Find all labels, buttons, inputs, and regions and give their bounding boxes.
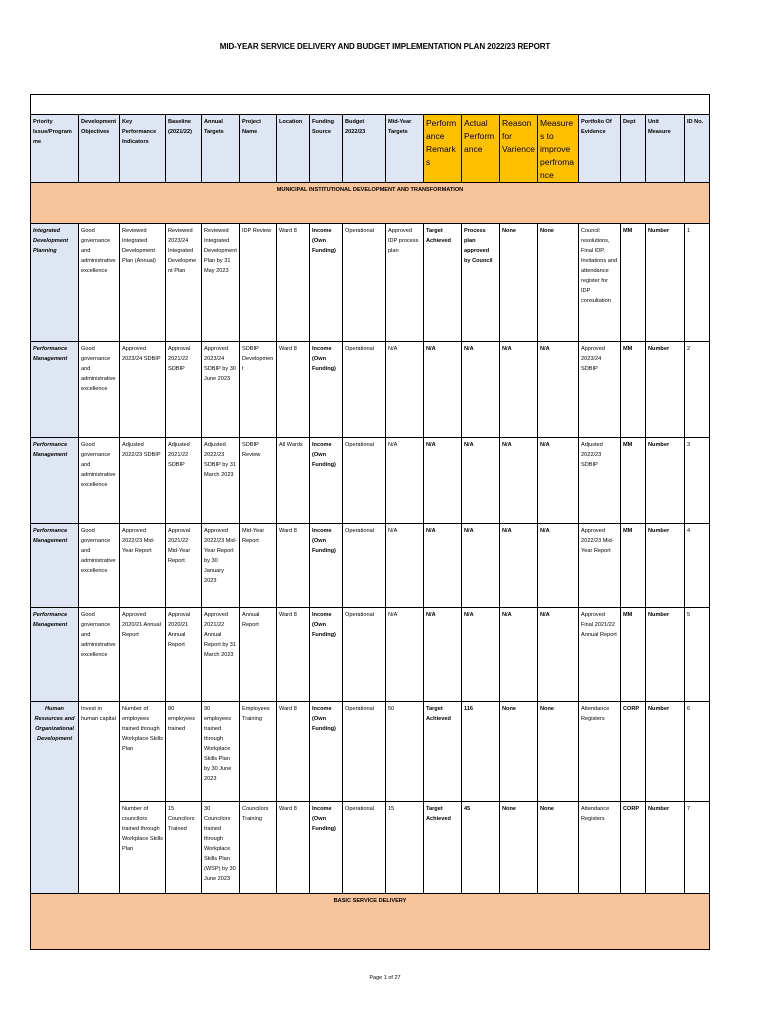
cell-objective: Good governance and administrative excellence [79, 224, 120, 342]
table-row [31, 342, 710, 438]
cell-unit: Number [646, 702, 685, 802]
cell-baseline: Approval 2020/21 Annual Report [166, 608, 202, 702]
cell-budget: Operational [343, 224, 386, 342]
col-header-priority: Priority Issue/Programme [31, 115, 79, 183]
col-header-annual-targets: Annual Targets [202, 115, 240, 183]
report-sheet [30, 94, 710, 950]
cell-objective: Good governance and administrative excellence [79, 438, 120, 524]
cell-target: Approved 2021/22 Annual Report by 31 March 2023 [202, 608, 240, 702]
cell-location: Ward 8 [277, 702, 310, 802]
cell-evidence: Attendance Registers [579, 702, 621, 802]
cell-measures: None [538, 224, 579, 342]
cell-measures: None [538, 702, 579, 802]
table-row [31, 802, 710, 894]
cell-id: 6 [685, 702, 710, 802]
cell-reason: N/A [500, 608, 538, 702]
cell-budget: Operational [343, 608, 386, 702]
cell-location: Ward 8 [277, 608, 310, 702]
cell-reason: N/A [500, 438, 538, 524]
cell-evidence: Council resolutions, Final IDP, Invitations and attendance register for IDP consultation [579, 224, 621, 342]
cell-objective: Good governance and administrative excellence [79, 342, 120, 438]
cell-objective: Good governance and administrative excellence [79, 524, 120, 608]
cell-reason: None [500, 802, 538, 894]
cell-priority: Performance Management [31, 608, 79, 702]
cell-funding: Income (Own Funding) [310, 608, 343, 702]
cell-dept: MM [621, 438, 646, 524]
cell-remarks: N/A [424, 608, 462, 702]
section-title: MUNICIPAL INSTITUTIONAL DEVELOPMENT AND TRANSFORMATION [31, 183, 710, 224]
header-row [31, 115, 710, 183]
cell-actual: 45 [462, 802, 500, 894]
cell-evidence: Attendance Registers [579, 802, 621, 894]
col-header-kpi: Key Performance Indicators [120, 115, 166, 183]
col-header-performance-remarks: Performance Remarks [424, 115, 462, 183]
cell-kpi: Adjusted 2022/23 SDBIP [120, 438, 166, 524]
col-header-project-name: Project Name [240, 115, 277, 183]
cell-priority: Performance Management [31, 438, 79, 524]
cell-midyear: N/A [386, 524, 424, 608]
col-header-midyear: Mid-Year Targets [386, 115, 424, 183]
cell-priority: Human Resources and Organizational Development [31, 702, 79, 894]
header-spacer-row [30, 94, 710, 115]
cell-funding: Income (Own Funding) [310, 802, 343, 894]
cell-evidence: Approved 2023/24 SDBIP [579, 342, 621, 438]
cell-reason: None [500, 702, 538, 802]
cell-budget: Operational [343, 438, 386, 524]
col-header-funding: Funding Source [310, 115, 343, 183]
col-header-actual-performance: Actual Performance [462, 115, 500, 183]
cell-midyear: 50 [386, 702, 424, 802]
cell-funding: Income (Own Funding) [310, 342, 343, 438]
cell-project: SDBIP Review [240, 438, 277, 524]
table-row [31, 702, 710, 802]
cell-objective: Good governance and administrative excellence [79, 608, 120, 702]
cell-actual: N/A [462, 438, 500, 524]
cell-budget: Operational [343, 342, 386, 438]
cell-unit: Number [646, 224, 685, 342]
cell-id: 3 [685, 438, 710, 524]
cell-unit: Number [646, 802, 685, 894]
cell-id: 1 [685, 224, 710, 342]
cell-location: Ward 8 [277, 342, 310, 438]
cell-target: Adjusted 2022/23 SDBIP by 31 March 2023 [202, 438, 240, 524]
table-row [31, 438, 710, 524]
cell-target: 90 employees trained through Workplace Skills Plan by 30 June 2023 [202, 702, 240, 802]
section-header-row [31, 183, 710, 224]
cell-actual: N/A [462, 524, 500, 608]
cell-unit: Number [646, 438, 685, 524]
cell-remarks: N/A [424, 342, 462, 438]
cell-target: Approved 2023/24 SDBIP by 30 June 2023 [202, 342, 240, 438]
cell-midyear: Approved IDP process plan [386, 224, 424, 342]
cell-dept: CORP [621, 702, 646, 802]
cell-id: 2 [685, 342, 710, 438]
col-header-id: ID No. [685, 115, 710, 183]
cell-midyear: N/A [386, 438, 424, 524]
cell-funding: Income (Own Funding) [310, 224, 343, 342]
col-header-budget: Budget 2022/23 [343, 115, 386, 183]
cell-funding: Income (Own Funding) [310, 524, 343, 608]
cell-evidence: Approved Final 2021/22 Annual Report [579, 608, 621, 702]
cell-id: 5 [685, 608, 710, 702]
cell-id: 4 [685, 524, 710, 608]
cell-priority: Performance Management [31, 342, 79, 438]
cell-kpi: Approved 2023/24 SDBIP [120, 342, 166, 438]
cell-unit: Number [646, 524, 685, 608]
cell-location: Ward 8 [277, 224, 310, 342]
cell-measures: N/A [538, 608, 579, 702]
table-row [31, 608, 710, 702]
cell-target: Approved 2022/23 Mid-Year Report by 30 January 2023 [202, 524, 240, 608]
cell-measures: N/A [538, 524, 579, 608]
col-header-objectives: Development Objectives [79, 115, 120, 183]
cell-remarks: Target Achieved [424, 702, 462, 802]
cell-measures: N/A [538, 438, 579, 524]
cell-target: 30 Councilors trained through Workplace Skills Plan (WSP) by 30 June 2023 [202, 802, 240, 894]
table-row [31, 224, 710, 342]
cell-priority: Integrated Development Planning [31, 224, 79, 342]
cell-midyear: N/A [386, 608, 424, 702]
cell-actual: Process plan approved by Council [462, 224, 500, 342]
cell-project: Mid-Year Report [240, 524, 277, 608]
cell-project: SDBIP Development [240, 342, 277, 438]
cell-project: Councilors Training [240, 802, 277, 894]
cell-baseline: 80 employees trained [166, 702, 202, 802]
cell-remarks: Target Achieved [424, 802, 462, 894]
cell-unit: Number [646, 608, 685, 702]
col-header-reason: Reason for Varience [500, 115, 538, 183]
cell-dept: MM [621, 524, 646, 608]
cell-funding: Income (Own Funding) [310, 438, 343, 524]
cell-budget: Operational [343, 524, 386, 608]
cell-actual: 116 [462, 702, 500, 802]
col-header-unit: Unit Measure [646, 115, 685, 183]
cell-kpi: Number of councilors trained through Workplace Skills Plan [120, 802, 166, 894]
cell-dept: CORP [621, 802, 646, 894]
cell-kpi: Approved 2022/23 Mid-Year Report [120, 524, 166, 608]
col-header-dept: Dept [621, 115, 646, 183]
page-number: Page 1 of 27 [369, 975, 401, 981]
cell-evidence: Approved 2022/23 Mid-Year Report [579, 524, 621, 608]
cell-budget: Operational [343, 802, 386, 894]
cell-unit: Number [646, 342, 685, 438]
cell-location: All Wards [277, 438, 310, 524]
cell-reason: None [500, 224, 538, 342]
cell-location: Ward 8 [277, 524, 310, 608]
cell-dept: MM [621, 608, 646, 702]
cell-midyear: 15 [386, 802, 424, 894]
cell-baseline: Reviewed 2023/24 Integrated Development Plan [166, 224, 202, 342]
cell-actual: N/A [462, 608, 500, 702]
col-header-measures: Measures to improve perfromance [538, 115, 579, 183]
cell-location: Ward 8 [277, 802, 310, 894]
cell-baseline: Approval 2021/22 SDBIP [166, 342, 202, 438]
cell-reason: N/A [500, 524, 538, 608]
section-title: BASIC SERVICE DELIVERY [31, 894, 710, 950]
col-header-baseline: Baseline (2021/22) [166, 115, 202, 183]
cell-objective: Invest in human capital [79, 702, 120, 894]
col-header-location: Location [277, 115, 310, 183]
section-header-row [31, 894, 710, 950]
cell-dept: MM [621, 342, 646, 438]
cell-kpi: Approved 2020/21 Annual Report [120, 608, 166, 702]
cell-project: IDP Review [240, 224, 277, 342]
cell-priority: Performance Management [31, 524, 79, 608]
cell-dept: MM [621, 224, 646, 342]
cell-measures: None [538, 802, 579, 894]
cell-remarks: N/A [424, 438, 462, 524]
cell-baseline: Approval 2021/22 Mid-Year Report [166, 524, 202, 608]
cell-measures: N/A [538, 342, 579, 438]
col-header-portfolio: Portfolio Of Evidence [579, 115, 621, 183]
cell-actual: N/A [462, 342, 500, 438]
cell-baseline: Adjusted 2021/22 SDBIP [166, 438, 202, 524]
cell-kpi: Number of employees trained through Workplace Skills Plan [120, 702, 166, 802]
report-title: MID-YEAR SERVICE DELIVERY AND BUDGET IMPLEMENTATION PLAN 2022/23 REPORT [219, 42, 551, 51]
cell-kpi: Reviewed Integrated Development Plan (Annual) [120, 224, 166, 342]
cell-remarks: Target Achieved [424, 224, 462, 342]
cell-evidence: Adjusted 2022/23 SDBIP [579, 438, 621, 524]
report-table [30, 114, 710, 950]
cell-target: Reviewed Integrated Development Plan by 31 May 2023 [202, 224, 240, 342]
cell-remarks: N/A [424, 524, 462, 608]
cell-funding: Income (Own Funding) [310, 702, 343, 802]
cell-id: 7 [685, 802, 710, 894]
cell-midyear: N/A [386, 342, 424, 438]
cell-budget: Operational [343, 702, 386, 802]
cell-baseline: 15 Councilors Trained [166, 802, 202, 894]
cell-project: Employees Training [240, 702, 277, 802]
table-row [31, 524, 710, 608]
cell-reason: N/A [500, 342, 538, 438]
cell-project: Annual Report [240, 608, 277, 702]
